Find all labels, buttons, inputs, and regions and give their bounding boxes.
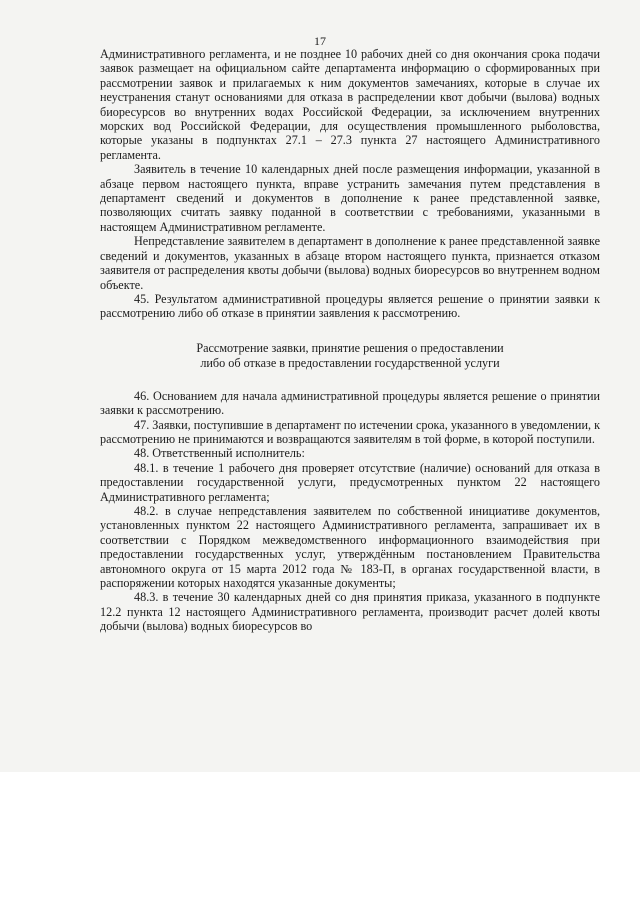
document-body (100, 47, 600, 634)
paragraph: Непредставление заявителем в департамент в дополнение к ранее представленной заявке сведений и документов, указанных в абзаце втором настоящего пункта, признается отказом заявителя от распределения квоты добычи (вылова) водных биоресурсов во внутреннем водном объекте. (100, 234, 600, 292)
paragraph: Административного регламента, и не позднее 10 рабочих дней со дня окончания срока подачи заявок размещает на официальном сайте департамента информацию о сформированных при рассмотрении заявок и прилагаемых к ним документов замечаниях, которые в случае их неустранения станут основаниями для отказа в распределении квот добычи (вылова) водных биоресурсов во внутренних водах Российской Федерации, за исключением внутренних морских вод Российской Федерации, для осуществления промышленного рыболовства, которые указаны в подпунктах 27.1 – 27.3 пункта 27 настоящего Административного регламента. (100, 47, 600, 162)
paragraph: 45. Результатом административной процедуры является решение о принятии заявки к рассмотрению либо об отказе в принятии заявления к рассмотрению. (100, 291, 600, 321)
paragraph: 48.3. в течение 30 календарных дней со дня принятия приказа, указанного в подпункте 12.2 пункта 12 настоящего Административного регламента, производит расчет долей квоты добычи (вылова) водных биоресурсов во (100, 590, 600, 634)
paragraph: 46. Основанием для начала административной процедуры является решение о принятии заявки к рассмотрению. (100, 388, 600, 418)
paragraph: 48. Ответственный исполнитель: (134, 446, 305, 461)
section-heading-line: либо об отказе в предоставлении государственной услуги (200, 355, 500, 370)
paragraph: 48.2. в случае непредставления заявителем по собственной инициативе документов, установленных пунктом 22 настоящего Административного регламента, запрашивает их в соответствии с Порядком межведомственного информационного взаимодействия при предоставлении государственных услуг, утверждённым постановлением Правительства автономного округа от 15 марта 2012 года № 183-П, в органах государственной власти, в распоряжении которых находятся указанные документы; (100, 503, 600, 590)
section-heading (100, 341, 600, 371)
paragraph: 47. Заявки, поступившие в департамент по истечении срока, указанного в уведомлении, к рассмотрению не принимаются и возвращаются заявителям в той форме, в которой поступили. (100, 417, 600, 446)
paragraph: 48.1. в течение 1 рабочего дня проверяет отсутствие (наличие) оснований для отказа в предоставлении государственной услуги, предусмотренных пунктом 22 настоящего Административного регламента; (100, 460, 600, 504)
page-number: 17 (314, 34, 326, 48)
paragraph: Заявитель в течение 10 календарных дней после размещения информации, указанной в абзаце первом настоящего пункта, вправе устранить замечания путем представления в департамент сведений и документов в дополнение к ранее представленной заявке, позволяющих считать заявку поданной в соответствии с требованиями, указанными в настоящем Административном регламенте. (100, 162, 600, 234)
section-heading-line: Рассмотрение заявки, принятие решения о предоставлении (196, 340, 504, 355)
